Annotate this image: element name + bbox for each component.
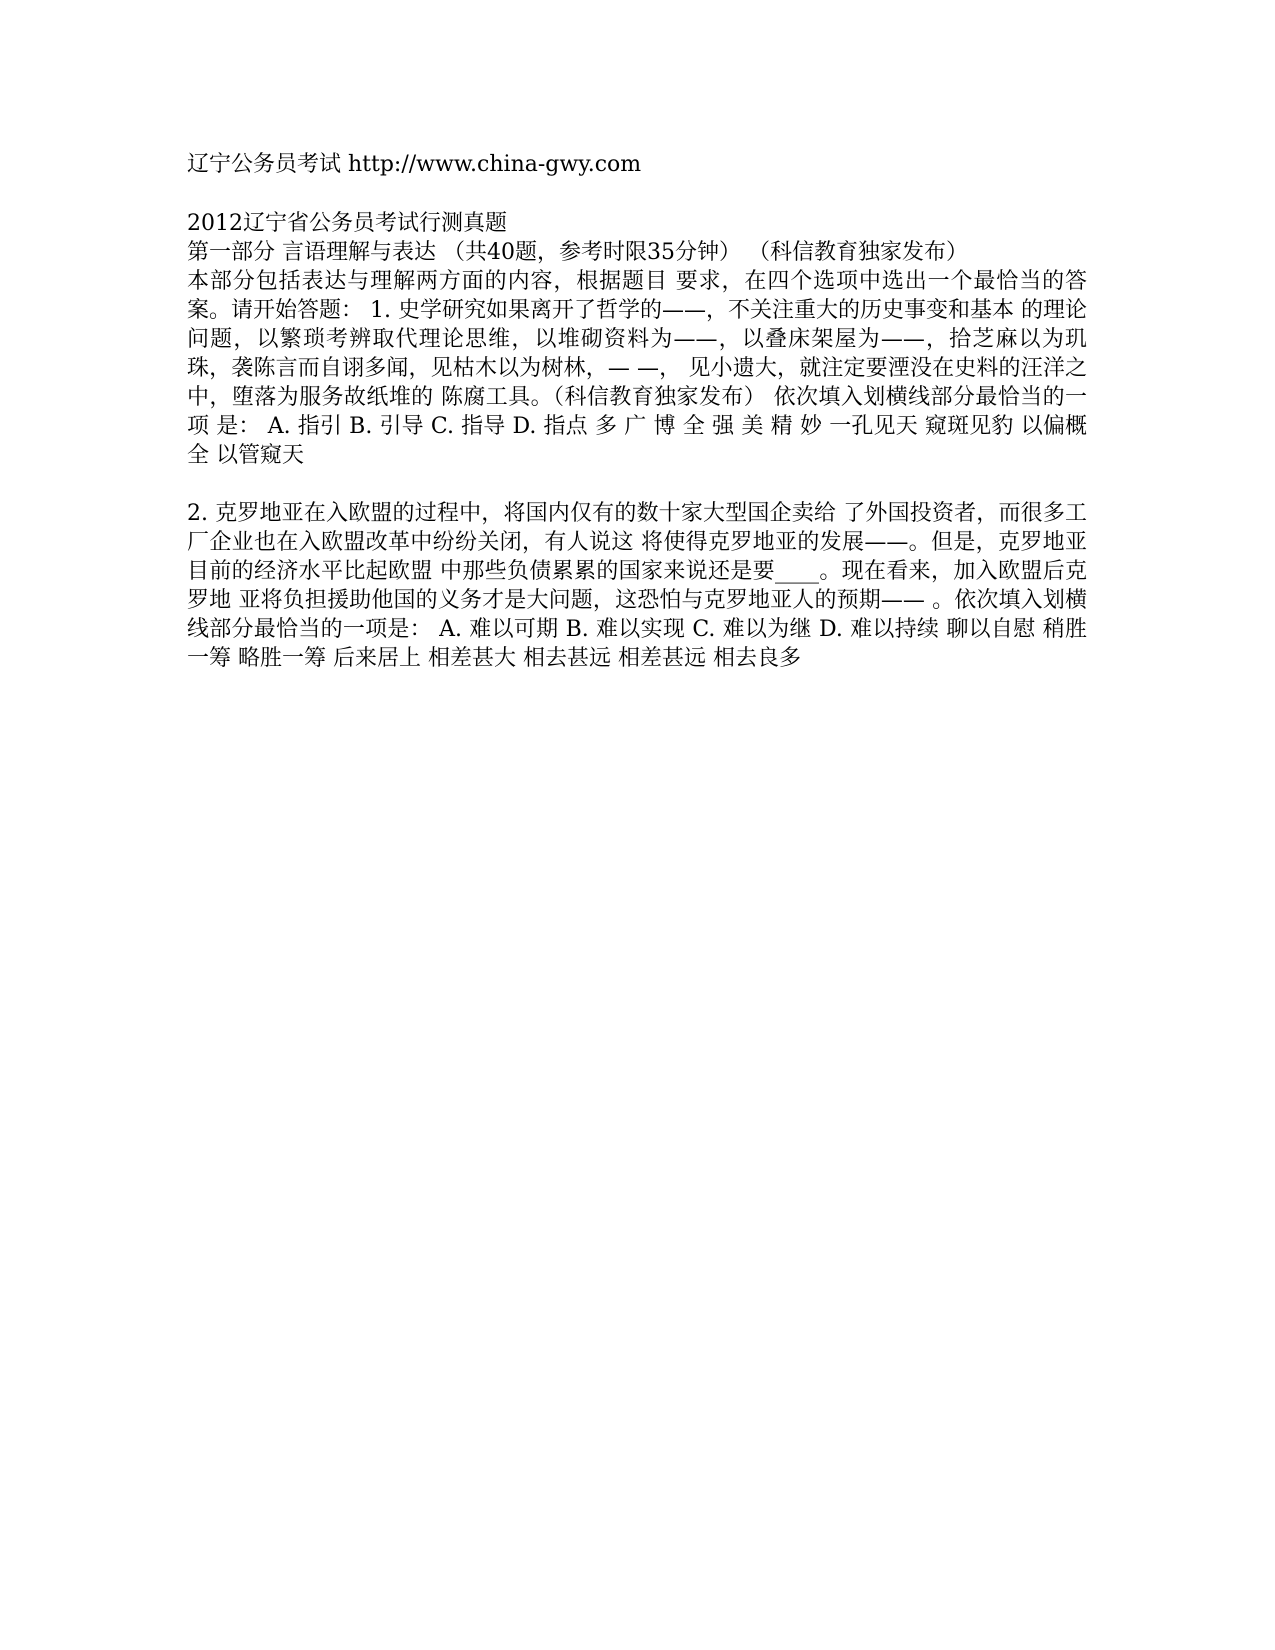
paragraph-gap xyxy=(187,470,1087,499)
section-heading: 第一部分 言语理解与表达 （共40题，参考时限35分钟） （科信教育独家发布） xyxy=(187,240,968,265)
document-body xyxy=(187,209,1087,673)
document-title: 2012辽宁省公务员考试行测真题 xyxy=(187,211,507,236)
page-header: 辽宁公务员考试 http://www.china-gwy.com xyxy=(187,152,642,177)
question-1-paragraph: 本部分包括表达与理解两方面的内容，根据题目 要求，在四个选项中选出一个最恰当的答案。请开始答题： 1. 史学研究如果离开了哲学的——，不关注重大的历史事变和基本 的理论问题，以繁琐考辨取代理论思维，以堆砌资料为——，以叠床架屋为——，拾芝麻以为玑 珠，袭陈言而自诩多闻，见枯木以为树林，— —， 见小遗大，就注定要湮没在史料的汪洋之中，堕落为服务故纸堆的 陈腐工具。（科信教育独家发布） 依次填入划横线部分最恰当的一项 是： A. 指引 B. 引导 C. 指导 D. 指点 多 广 博 全 强 美 精 妙 一孔见天 窥斑见豹 以偏概全 以管窥天 xyxy=(187,269,1087,468)
question-2-paragraph: 2. 克罗地亚在入欧盟的过程中，将国内仅有的数十家大型国企卖给 了外国投资者，而很多工厂企业也在入欧盟改革中纷纷关闭，有人说这 将使得克罗地亚的发展——。但是，克罗地亚目前的经济水平比起欧盟 中那些负债累累的国家来说还是要____。现在看来，加入欧盟后克罗地 亚将负担援助他国的义务才是大问题，这恐怕与克罗地亚人的预期—— 。依次填入划横线部分最恰当的一项是： A. 难以可期 B. 难以实现 C. 难以为继 D. 难以持续 聊以自慰 稍胜一筹 略胜一筹 后来居上 相差甚大 相去甚远 相差甚远 相去良多 xyxy=(187,501,1087,671)
